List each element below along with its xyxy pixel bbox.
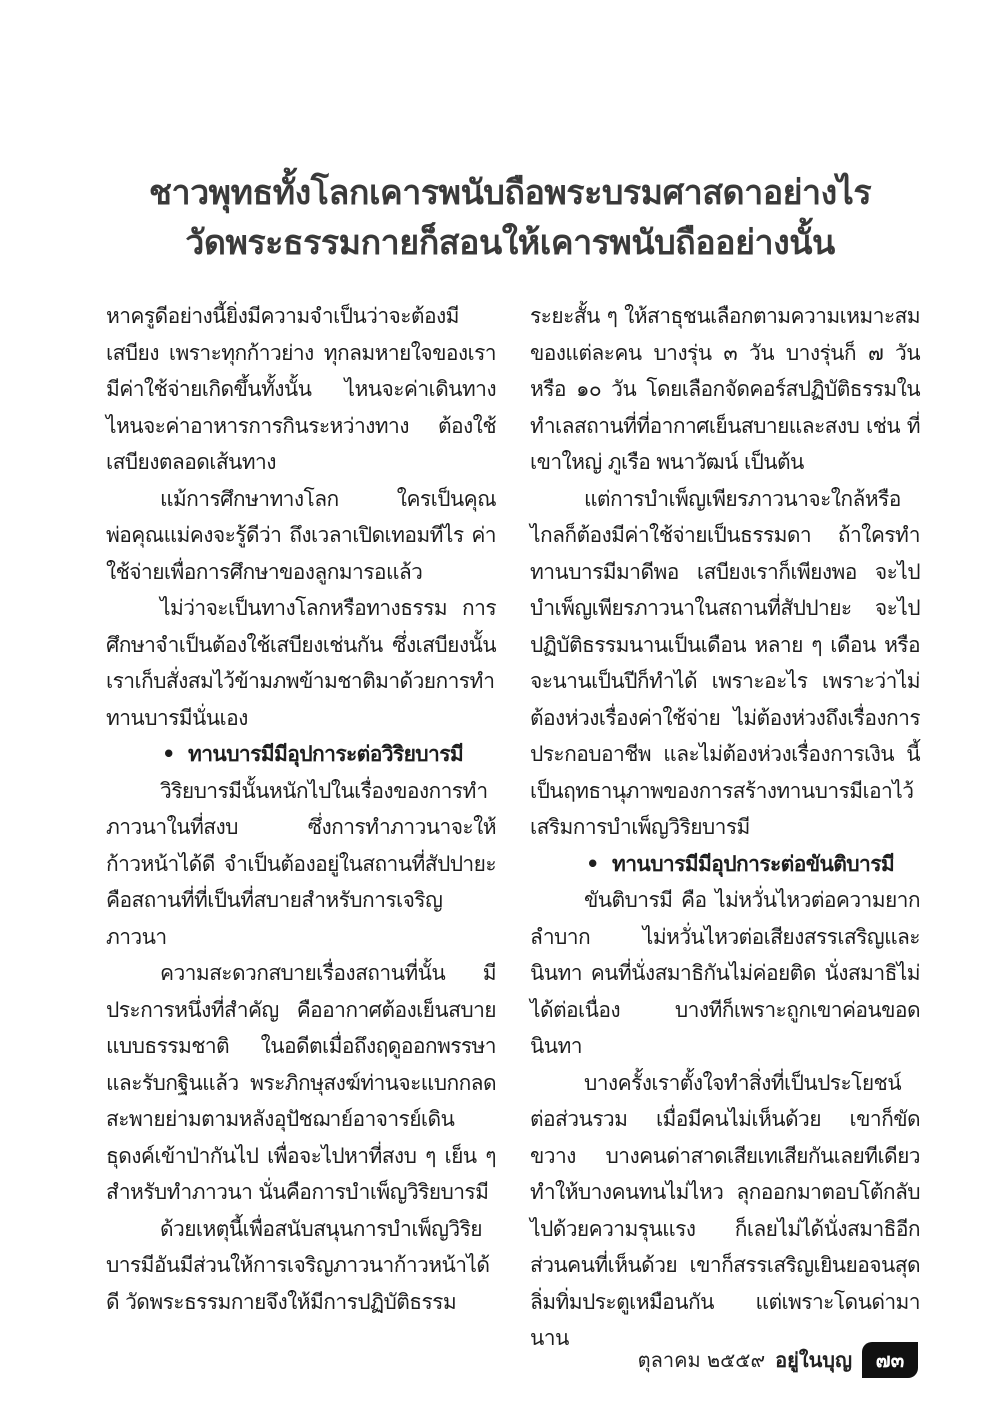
title-line-2: วัดพระธรรมกายก็สอนให้เคารพนับถืออย่างนั้น xyxy=(185,223,835,263)
section-heading-text: ทานบารมีมีอุปการะต่อขันติบารมี xyxy=(612,851,895,876)
paragraph: ด้วยเหตุนี้เพื่อสนับสนุนการบำเพ็ญวิริยบารมีอันมีส่วนให้การเจริญภาวนาก้าวหน้าได้ดี วัดพระธรรมกายจึงให้มีการปฏิบัติธรรม xyxy=(106,1216,490,1314)
paragraph: หาครูดีอย่างนี้ยิ่งมีความจำเป็นว่าจะต้องมีเสบียง เพราะทุกก้าวย่าง ทุกลมหายใจของเรามีค่าใช้จ่ายเกิดขึ้นทั้งนั้น ไหนจะค่าเดินทาง ไหนจะค่าอาหารการกินระหว่างทาง ต้องใช้เสบียงตลอดเส้นทาง xyxy=(106,304,496,474)
paragraph: ไม่ว่าจะเป็นทางโลกหรือทางธรรม การศึกษาจำเป็นต้องใช้เสบียงเช่นกัน ซึ่งเสบียงนั้นเราเก็บสั่งสมไว้ข้ามภพข้ามชาติมาด้วยการทำทานบารมีนั่นเอง xyxy=(106,596,496,730)
page-number: ๗๓ xyxy=(862,1342,918,1378)
bullet-icon: • xyxy=(162,742,175,766)
section-heading-text: ทานบารมีมีอุปการะต่อวิริยบารมี xyxy=(188,742,464,766)
magazine-name: อยู่ในบุญ xyxy=(775,1348,852,1372)
bullet-icon: • xyxy=(586,851,599,876)
right-column xyxy=(530,298,920,1357)
paragraph: ระยะสั้น ๆ ให้สาธุชนเลือกตามความเหมาะสมของแต่ละคน บางรุ่น ๓ วัน บางรุ่นก็ ๗ วัน หรือ ๑๐ วัน โดยเลือกจัดคอร์สปฏิบัติธรรมในทำเลสถานที่ที่อากาศเย็นสบายและสงบ เช่น ที่เขาใหญ่ ภูเรือ พนาวัฒน์ เป็นต้น xyxy=(530,304,920,474)
paragraph: ขันติบารมี คือ ไม่หวั่นไหวต่อความยากลำบาก ไม่หวั่นไหวต่อเสียงสรรเสริญและนินทา คนที่นั่งสมาธิกันไม่ค่อยติด นั่งสมาธิไม่ได้ต่อเนื่อง บางทีก็เพราะถูกเขาค่อนขอดนินทา xyxy=(530,888,920,1058)
article-title xyxy=(100,168,920,268)
left-column xyxy=(106,298,496,1320)
section-heading xyxy=(106,736,496,773)
issue-date: ตุลาคม ๒๕๕๙ xyxy=(637,1348,766,1372)
paragraph: ความสะดวกสบายเรื่องสถานที่นั้น มีประการหนึ่งที่สำคัญ คืออากาศต้องเย็นสบายแบบธรรมชาติ ในอดีตเมื่อถึงฤดูออกพรรษาและรับกฐินแล้ว พระภิกษุสงฆ์ท่านจะแบกกลดสะพายย่ามตามหลังอุปัชฌาย์อาจารย์เดินธุดงค์เข้าป่ากันไป เพื่อจะไปหาที่สงบ ๆ เย็น ๆ สำหรับทำภาวนา นั่นคือการบำเพ็ญวิริยบารมี xyxy=(106,961,496,1204)
section-heading xyxy=(530,846,920,883)
paragraph: วิริยบารมีนั้นหนักไปในเรื่องของการทำภาวนาในที่สงบ ซึ่งการทำภาวนาจะให้ก้าวหน้าได้ดี จำเป็นต้องอยู่ในสถานที่สัปปายะ คือสถานที่ที่เป็นที่สบายสำหรับการเจริญภาวนา xyxy=(106,778,496,949)
page-footer xyxy=(638,1342,918,1378)
paragraph: บางครั้งเราตั้งใจทำสิ่งที่เป็นประโยชน์ต่อส่วนรวม เมื่อมีคนไม่เห็นด้วย เขาก็ขัดขวาง บางคนด่าสาดเสียเทเสียกันเลยทีเดียว ทำให้บางคนทนไม่ไหว ลุกออกมาตอบโต้กลับไปด้วยความรุนแรง ก็เลยไม่ได้นั่งสมาธิอีก ส่วนคนที่เห็นด้วย เขาก็สรรเสริญเยินยอจนสุดลิ่มทิ่มประตูเหมือนกัน แต่เพราะโดนด่ามานาน xyxy=(530,1070,920,1350)
title-line-1: ชาวพุทธทั้งโลกเคารพนับถือพระบรมศาสดาอย่างไร xyxy=(148,173,872,213)
paragraph: แม้การศึกษาทางโลก ใครเป็นคุณพ่อคุณแม่คงจะรู้ดีว่า ถึงเวลาเปิดเทอมทีไร ค่าใช้จ่ายเพื่อการศึกษาของลูกมารอแล้ว xyxy=(106,486,496,584)
paragraph: แต่การบำเพ็ญเพียรภาวนาจะใกล้หรือไกลก็ต้องมีค่าใช้จ่ายเป็นธรรมดา ถ้าใครทำทานบารมีมาดีพอ เสบียงเราก็เพียงพอ จะไปบำเพ็ญเพียรภาวนาในสถานที่สัปปายะ จะไปปฏิบัติธรรมนานเป็นเดือน หลาย ๆ เดือน หรือจะนานเป็นปีก็ทำได้ เพราะอะไร เพราะว่าไม่ต้องห่วงเรื่องค่าใช้จ่าย ไม่ต้องห่วงถึงเรื่องการประกอบอาชีพ และไม่ต้องห่วงเรื่องการเงิน นี้เป็นฤทธานุภาพของการสร้างทานบารมีเอาไว้เสริมการบำเพ็ญวิริยบารมี xyxy=(530,486,920,839)
